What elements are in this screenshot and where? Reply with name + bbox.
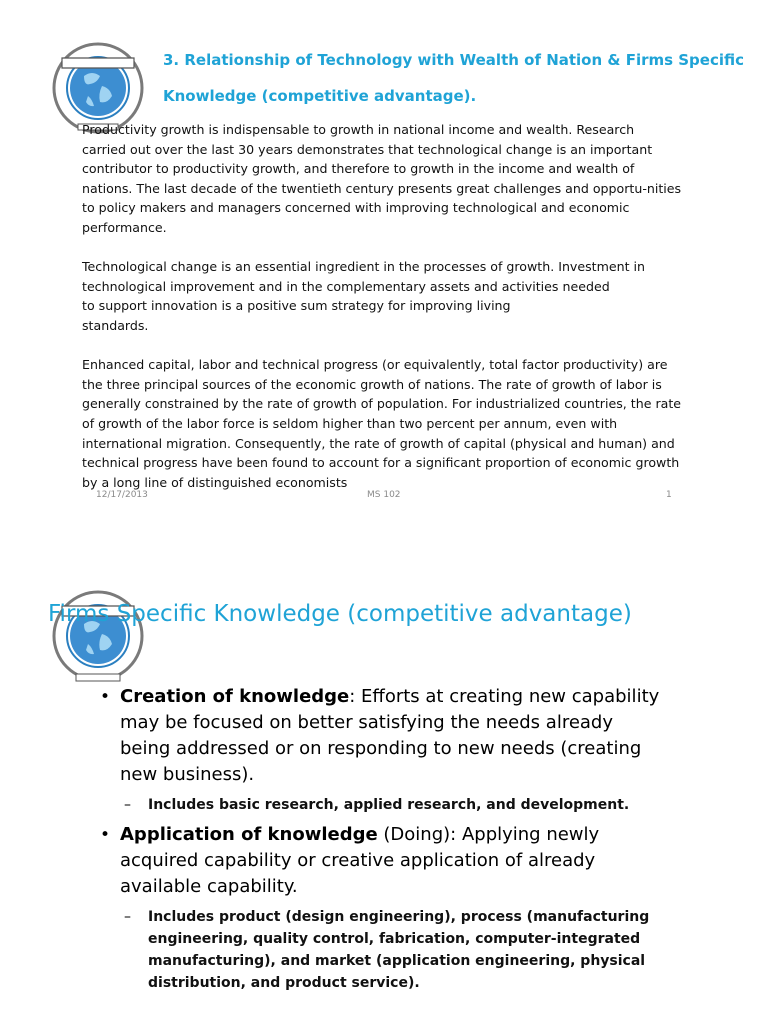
bullet-2-text: (Doing): Applying newly acquired capability or creative application of already available capability.	[120, 824, 600, 897]
slide-1-title	[163, 42, 745, 114]
paragraph-3-text: Enhanced capital, labor and technical progress (or equivalently, total factor productivity) are the three principal sources of the economic growth of nations. The rate of growth of labor is generally constrained by the rate of growth of population. For industrialized countries, the rate of growth of the labor force is seldom higher than two percent per annum, even with international migration. Consequently, the rate of growth of capital (physical and human) and technical progress have been found to account for a significant proportion of economic growth by a long line of distinguished economists	[82, 357, 682, 490]
title-line-1: 3. Relationship of Technology with Wealth of Nation & Firms Specific	[163, 51, 745, 69]
sub-bullet-1	[120, 794, 660, 816]
footer-course-code: MS 102	[367, 490, 401, 500]
bullet-application-of-knowledge	[100, 822, 660, 994]
slide-2-title: Firms Specific Knowledge (competitive advantage)	[48, 601, 632, 627]
paragraph-2-text-c: standards.	[82, 317, 149, 333]
bullet-1-heading: Creation of knowledge	[120, 686, 350, 707]
sub-bullet-2	[120, 906, 660, 994]
paragraph-2	[82, 257, 682, 335]
bullet-1-text: : Efforts at creating new capability may be focused on better satisfying the needs already being addressed or on responding to new needs (creating new business).	[120, 686, 660, 785]
dash-icon: –	[124, 909, 131, 925]
bullet-2-heading: Application of knowledge	[120, 824, 378, 845]
paragraph-2-text-b: to support innovation is a positive sum strategy for improving living	[82, 298, 511, 314]
paragraph-2-text-a: Technological change is an essential ingredient in the processes of growth. Investment in technological improvement and in the complementary assets and activities needed	[82, 259, 646, 294]
footer-page-number: 1	[666, 490, 672, 500]
slide-2-bullet-list	[100, 684, 660, 1000]
paragraph-1-text: Productivity growth is indispensable to growth in national income and wealth. Research carried out over the last 30 years demonstrates that technological change is an important contributor to productivity growth, and therefore to growth in the income and wealth of nations. The last decade of the twentieth century presents great challenges and opportu-nities to policy makers and managers concerned with improving technological and economic performance.	[82, 122, 682, 235]
dash-icon: –	[124, 797, 131, 813]
bullet-dot-icon: •	[100, 687, 111, 707]
slide-gap	[0, 512, 768, 556]
title-line-2: Knowledge (competitive advantage).	[163, 87, 477, 105]
paragraph-3	[82, 355, 682, 492]
paragraph-1	[82, 120, 682, 238]
footer-date: 12/17/2013	[96, 490, 148, 500]
bullet-dot-icon: •	[100, 825, 111, 845]
slide-1-body	[82, 120, 682, 492]
sub-bullet-2-text: Includes product (design engineering), process (manufacturing engineering, quality control, fabrication, computer-integrated manufacturing), and market (application engineering, physical distribution, and product service).	[148, 909, 650, 991]
bullet-creation-of-knowledge	[100, 684, 660, 816]
sub-bullet-1-text: Includes basic research, applied research, and development.	[148, 797, 630, 813]
